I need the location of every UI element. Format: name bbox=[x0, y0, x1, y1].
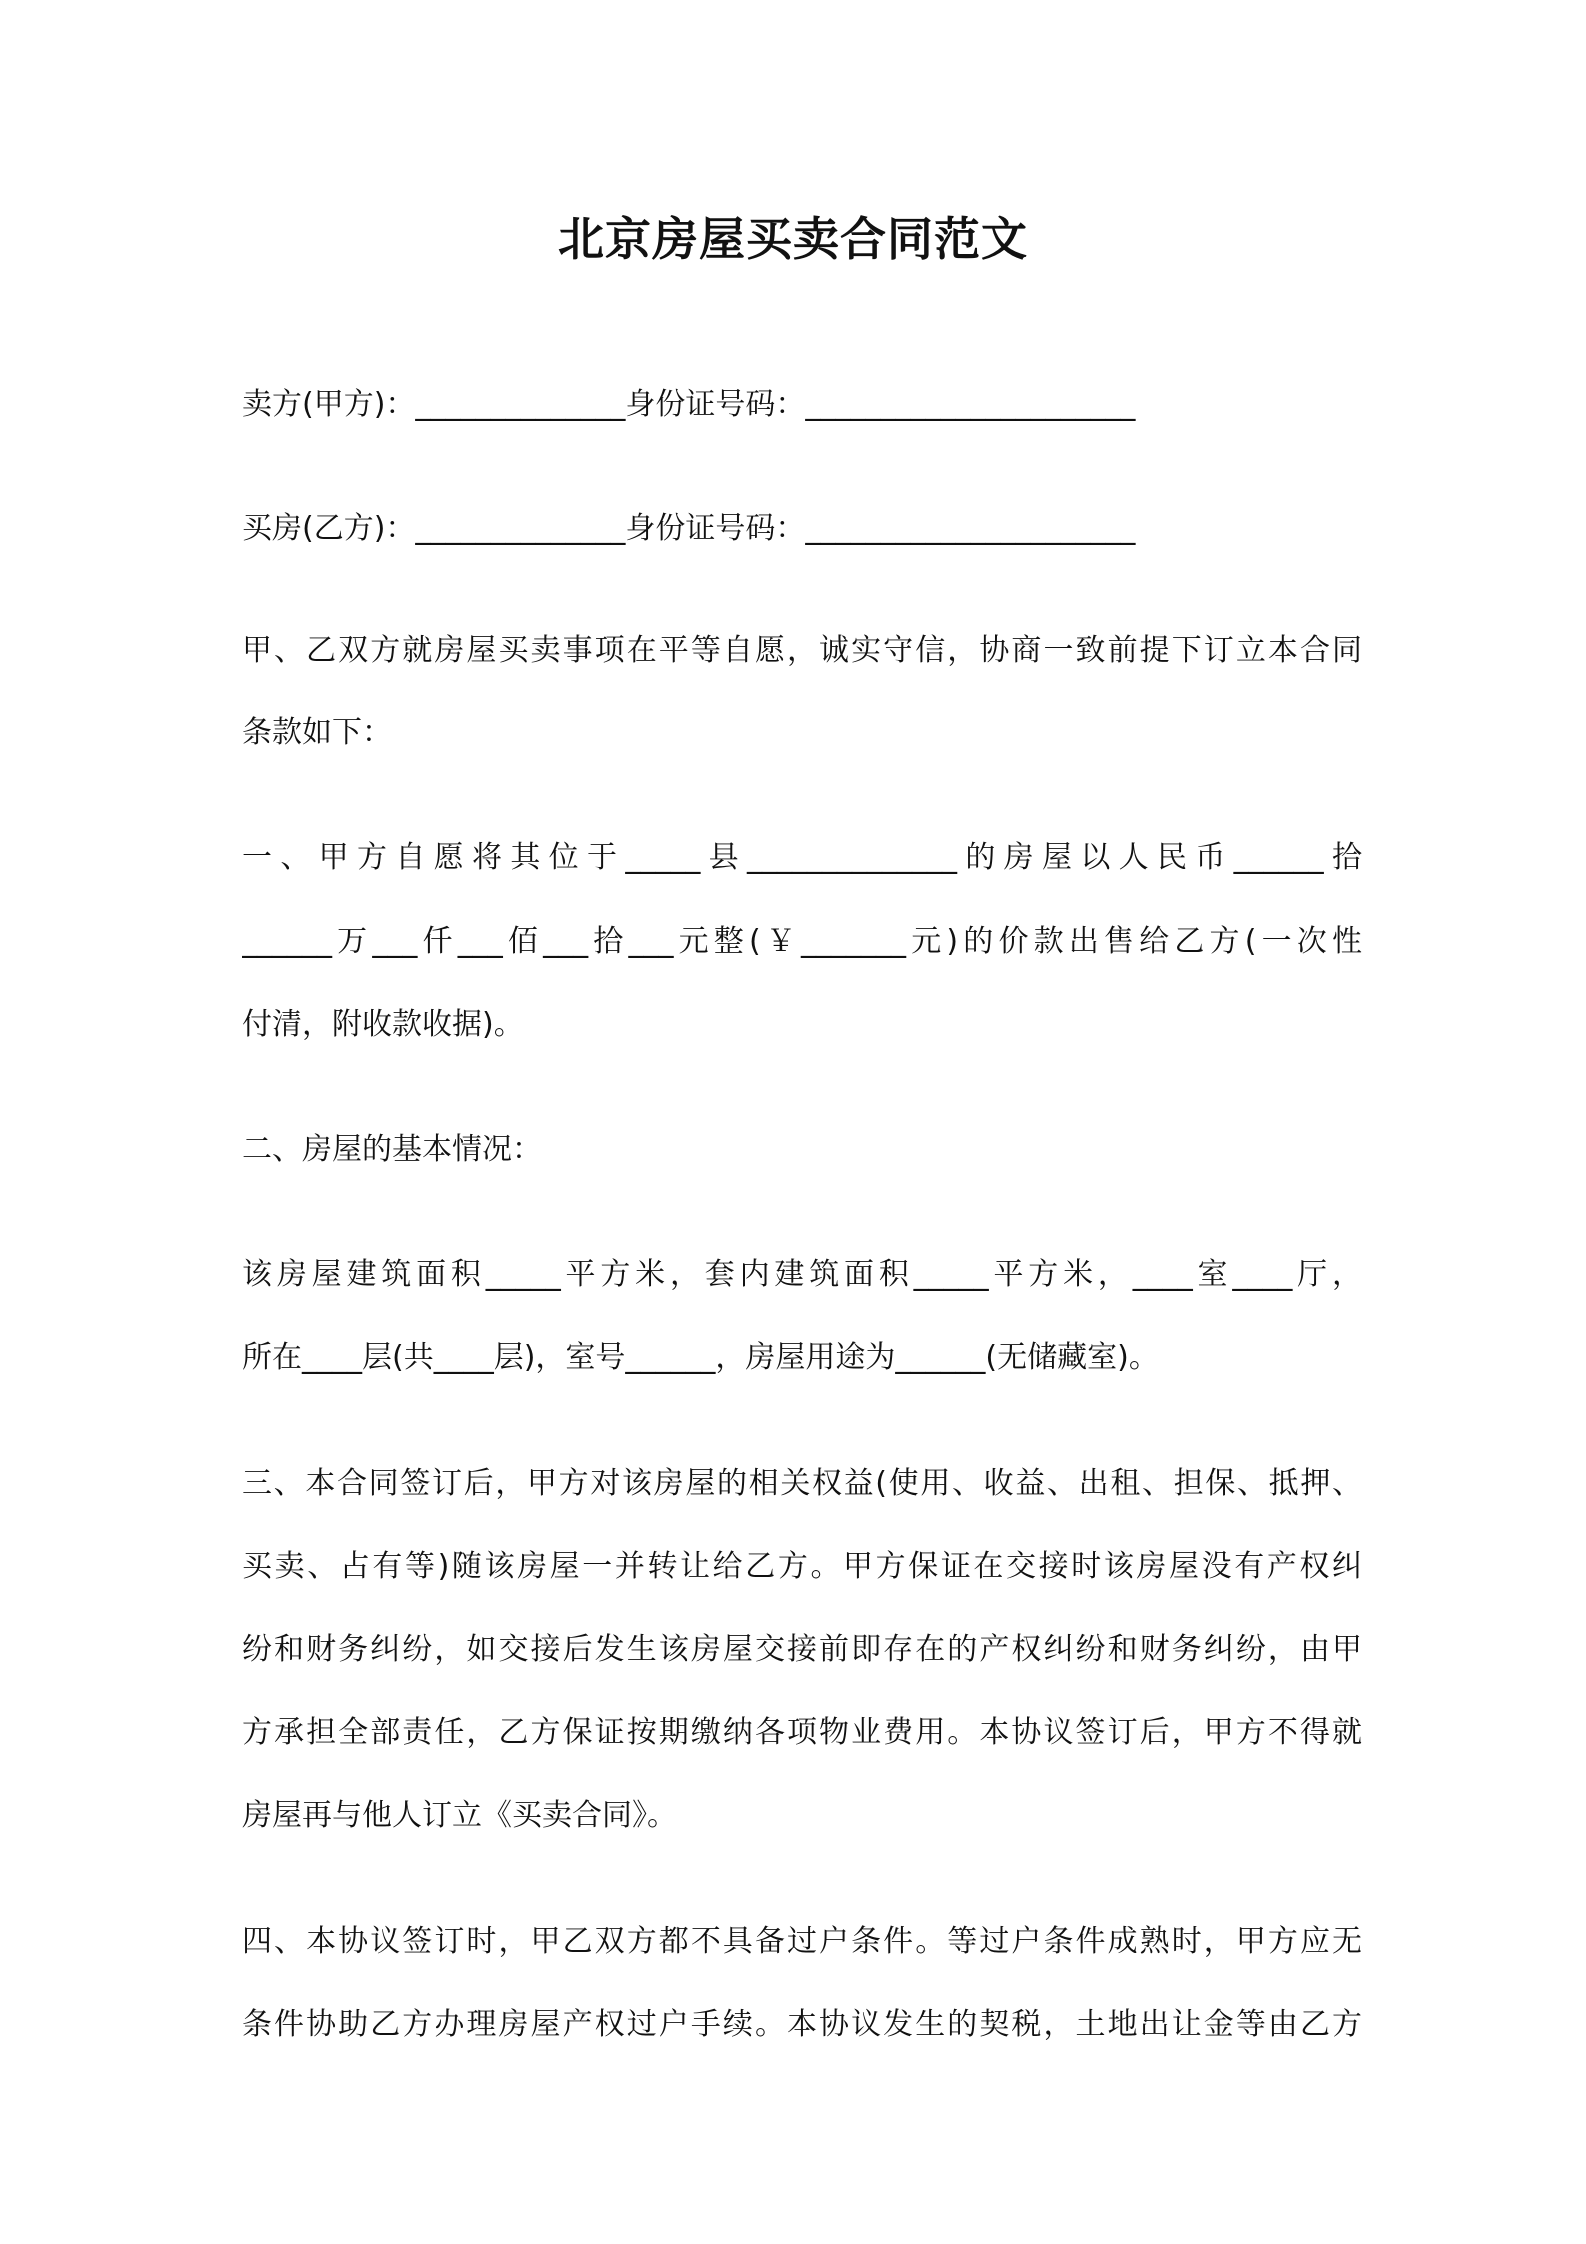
preamble-line: 条款如下： bbox=[242, 715, 392, 750]
clause-4-line: 条件协助乙方办理房屋产权过户手续。本协议发生的契税，土地出让金等由乙方 bbox=[242, 2007, 1362, 2042]
clause-2-line: 该房屋建筑面积_____平方米，套内建筑面积_____平方米，____室____厅， bbox=[242, 1257, 1362, 1292]
buyer-info-line: 买房(乙方)：______________身份证号码：______________________ bbox=[242, 511, 1136, 546]
clause-4-line: 四、本协议签订时，甲乙双方都不具备过户条件。等过户条件成熟时，甲方应无 bbox=[242, 1924, 1362, 1959]
clause-3-line: 三、本合同签订后，甲方对该房屋的相关权益(使用、收益、出租、担保、抵押、 bbox=[242, 1466, 1362, 1501]
clause-1-line: 付清，附收款收据)。 bbox=[242, 1007, 524, 1042]
clause-1-line: 一、甲方自愿将其位于_____县______________的房屋以人民币______拾 bbox=[242, 840, 1362, 875]
document-title: 北京房屋买卖合同范文 bbox=[558, 212, 1028, 266]
clause-1-line: ______万___仟___佰___拾___元整(￥_______元)的价款出售给乙方(一次性 bbox=[242, 924, 1362, 959]
clause-2-heading: 二、房屋的基本情况： bbox=[242, 1132, 542, 1167]
clause-3-line: 纷和财务纠纷，如交接后发生该房屋交接前即存在的产权纠纷和财务纠纷，由甲 bbox=[242, 1632, 1362, 1667]
preamble-line: 甲、乙双方就房屋买卖事项在平等自愿，诚实守信，协商一致前提下订立本合同 bbox=[242, 633, 1362, 668]
clause-3-line: 房屋再与他人订立《买卖合同》。 bbox=[242, 1798, 677, 1833]
clause-3-line: 买卖、占有等)随该房屋一并转让给乙方。甲方保证在交接时该房屋没有产权纠 bbox=[242, 1549, 1362, 1584]
clause-3-line: 方承担全部责任，乙方保证按期缴纳各项物业费用。本协议签订后，甲方不得就 bbox=[242, 1715, 1362, 1750]
seller-info-line: 卖方(甲方)：______________身份证号码：______________________ bbox=[242, 387, 1136, 422]
clause-2-line: 所在____层(共____层)，室号______，房屋用途为______(无储藏室)。 bbox=[242, 1340, 1159, 1375]
